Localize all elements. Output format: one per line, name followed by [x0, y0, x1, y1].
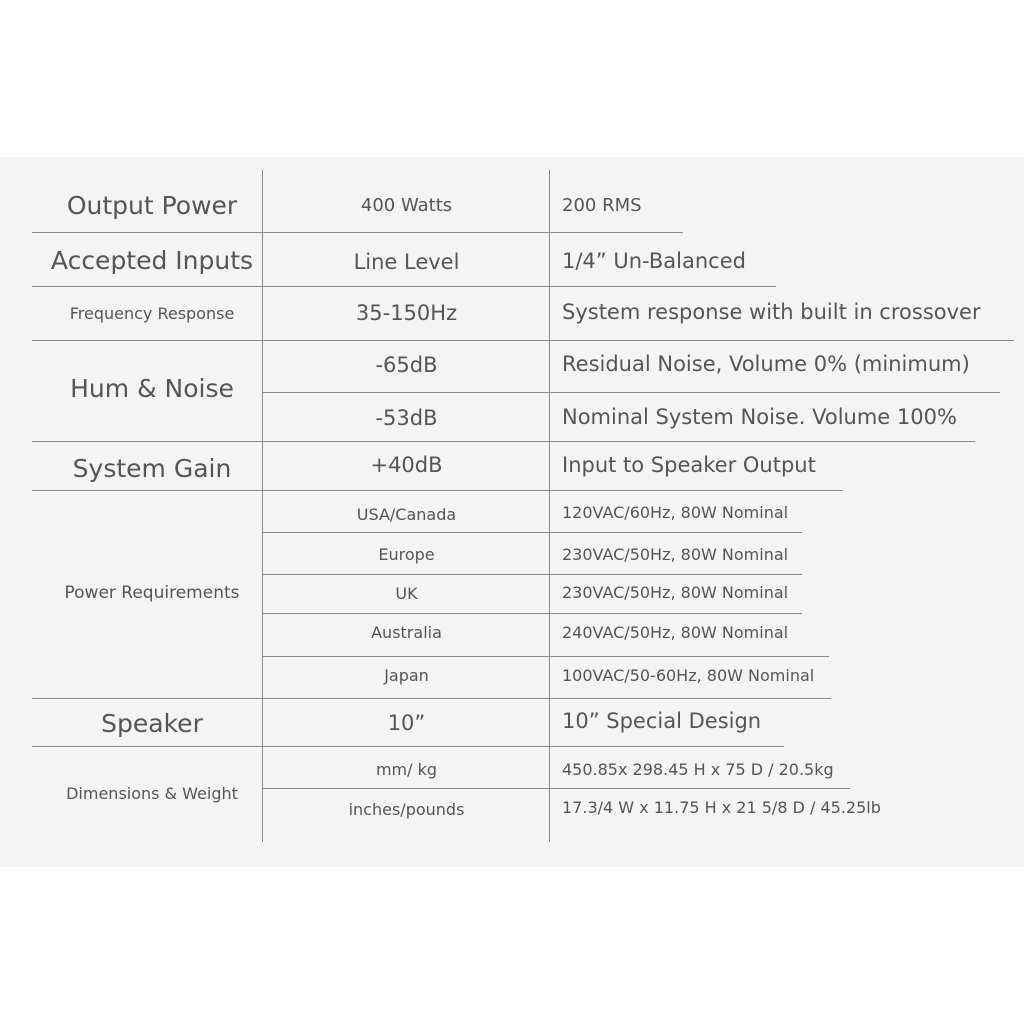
- hum-noise-detail: Residual Noise, Volume 0% (minimum): [562, 352, 970, 376]
- row-rule: [32, 746, 784, 747]
- row-rule: [32, 232, 683, 233]
- accepted-inputs-detail: 1/4” Un-Balanced: [562, 249, 746, 273]
- power-region: Australia: [371, 623, 442, 642]
- frequency-response-label: Frequency Response: [69, 304, 235, 323]
- output-power-value: 400 Watts: [360, 195, 453, 216]
- power-spec: 230VAC/50Hz, 80W Nominal: [562, 583, 789, 602]
- frequency-response-value: 35-150Hz: [355, 301, 458, 325]
- dimensions-weight-label: Dimensions & Weight: [66, 784, 238, 803]
- power-spec: 120VAC/60Hz, 80W Nominal: [562, 503, 789, 522]
- dimensions-spec: 17.3/4 W x 11.75 H x 21 5/8 D / 45.25lb: [562, 798, 881, 817]
- row-rule: [32, 698, 831, 699]
- speaker-label: Speaker: [101, 709, 203, 738]
- output-power-detail: 200 RMS: [562, 195, 642, 216]
- dimensions-unit: inches/pounds: [348, 800, 465, 819]
- dimensions-spec: 450.85x 298.45 H x 75 D / 20.5kg: [562, 760, 834, 779]
- row-rule: [32, 490, 843, 491]
- accepted-inputs-value: Line Level: [353, 250, 460, 274]
- row-rule: [32, 286, 776, 287]
- accepted-inputs-label: Accepted Inputs: [50, 246, 254, 275]
- row-rule: [262, 613, 802, 614]
- row-rule: [32, 441, 975, 442]
- speaker-value: 10”: [387, 711, 426, 735]
- row-rule: [262, 656, 829, 657]
- row-rule: [262, 392, 1000, 393]
- row-rule: [262, 532, 802, 533]
- power-region: Europe: [378, 545, 435, 564]
- power-spec: 100VAC/50-60Hz, 80W Nominal: [562, 666, 815, 685]
- power-spec: 230VAC/50Hz, 80W Nominal: [562, 545, 789, 564]
- power-region: UK: [395, 584, 418, 603]
- power-region: USA/Canada: [356, 505, 457, 524]
- hum-noise-detail: Nominal System Noise. Volume 100%: [562, 405, 957, 429]
- row-rule: [32, 340, 1014, 341]
- system-gain-value: +40dB: [370, 453, 443, 477]
- row-rule: [262, 788, 850, 789]
- system-gain-detail: Input to Speaker Output: [562, 453, 816, 477]
- hum-noise-value: -65dB: [375, 353, 438, 377]
- speaker-detail: 10” Special Design: [562, 709, 762, 733]
- output-power-label: Output Power: [66, 191, 238, 220]
- power-spec: 240VAC/50Hz, 80W Nominal: [562, 623, 789, 642]
- power-region: Japan: [384, 666, 429, 685]
- frequency-response-detail: System response with built in crossover: [562, 300, 981, 324]
- power-requirements-label: Power Requirements: [64, 583, 240, 603]
- row-rule: [262, 574, 802, 575]
- system-gain-label: System Gain: [72, 454, 232, 483]
- hum-noise-value: -53dB: [375, 406, 438, 430]
- dimensions-unit: mm/ kg: [375, 760, 438, 779]
- hum-noise-label: Hum & Noise: [70, 374, 234, 403]
